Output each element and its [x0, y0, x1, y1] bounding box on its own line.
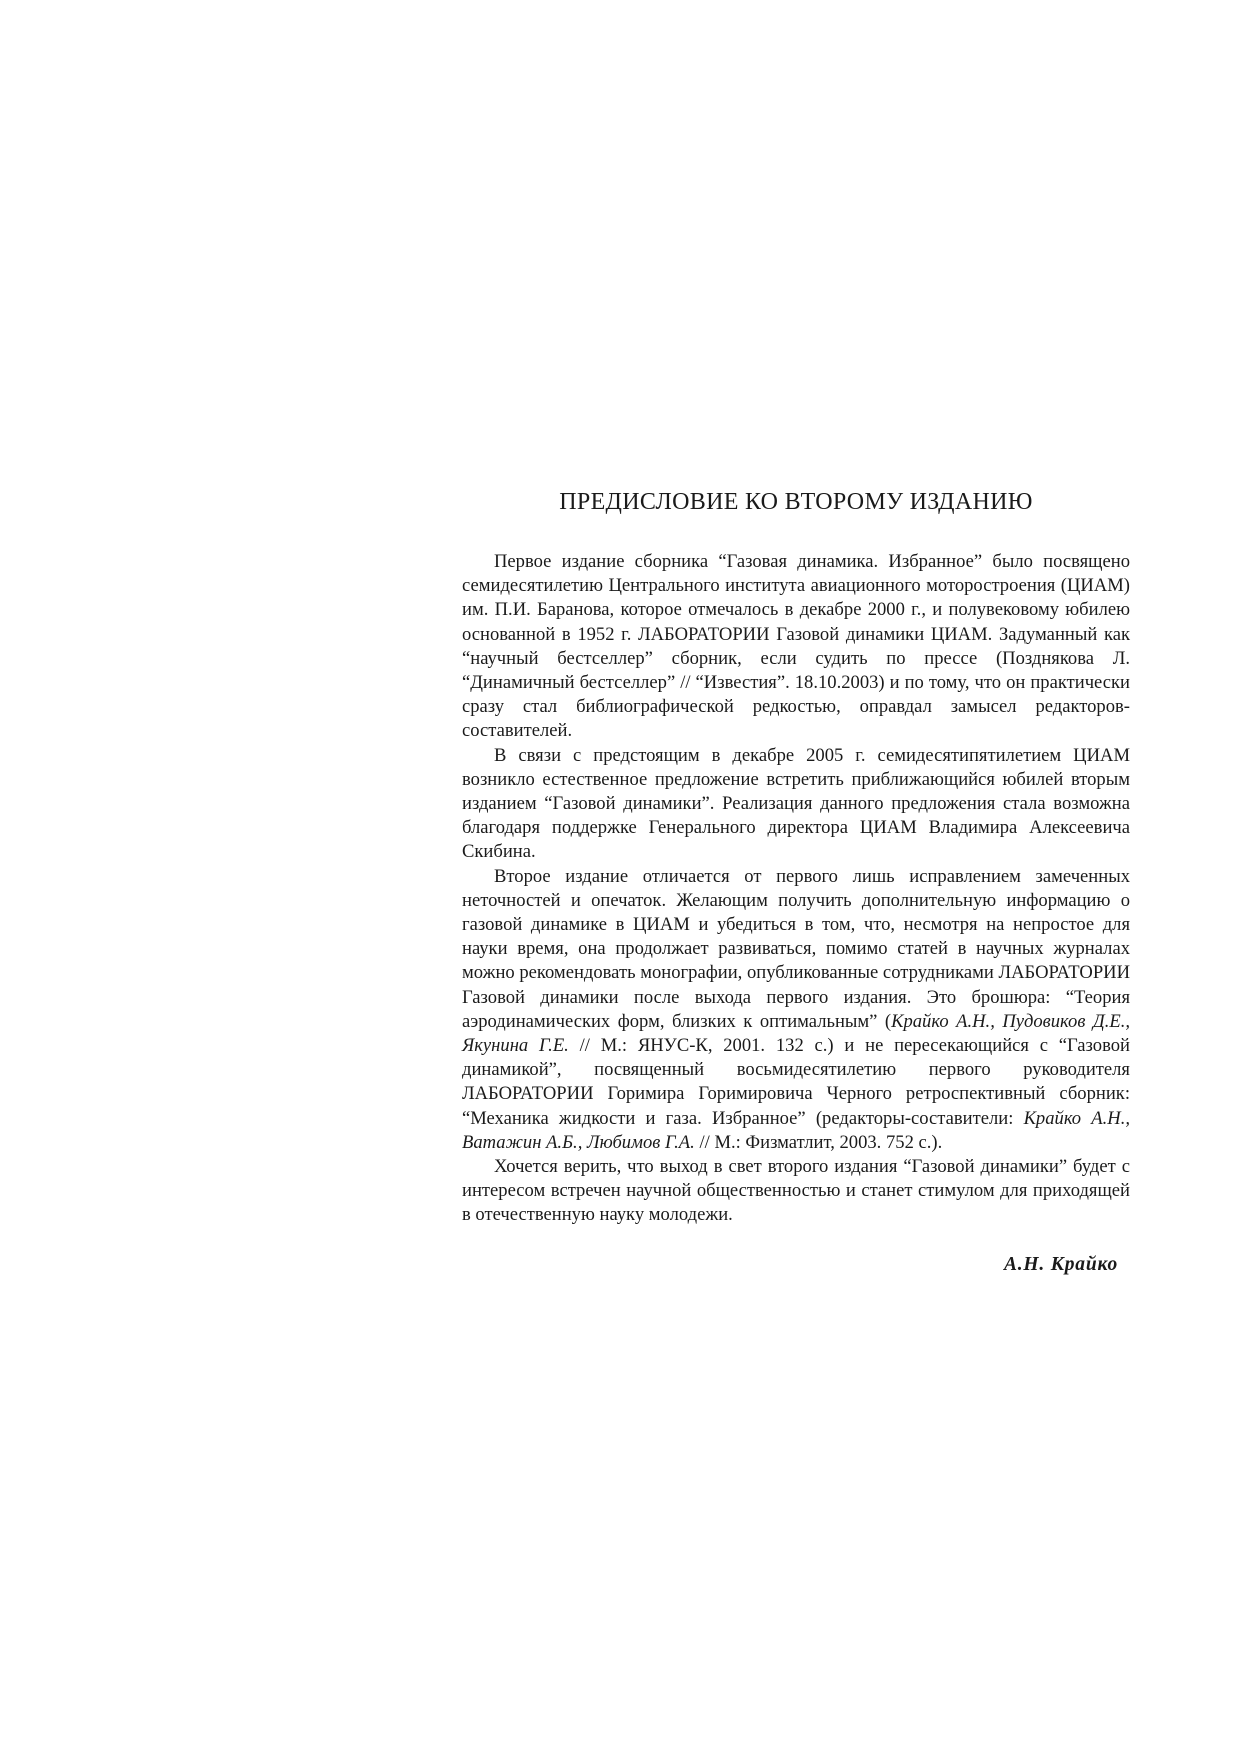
paragraph-text: // М.: ЯНУС-К, 2001. 132 с.) и не пересекающийся с “Газовой динамикой”, посвященный восьмидесятилетию первого руководителя ЛАБОРАТОРИИ Горимира Горимировича Черного ретроспективный сборник: “Механика жидкости и газа. Избранное” (редакторы-составители:: [462, 1035, 1130, 1129]
paragraph-text: // М.: Физматлит, 2003. 752 с.).: [694, 1131, 943, 1153]
paragraph-text: Хочется верить, что выход в свет второго издания “Газовой динамики” будет с интересом встречен научной общественностью и станет стимулом для приходящей в отечественную науку молодежи.: [462, 1156, 1130, 1226]
preface-section: [462, 488, 1130, 1276]
paragraph-text: В связи с предстоящим в декабре 2005 г. семидесятипятилетием ЦИАМ возникло естественное предложение встретить приближающийся юбилей вторым изданием “Газовой динамики”. Реализация данного предложения стала возможна благодаря поддержке Генерального директора ЦИАМ Владимира Алексеевича Скибина.: [462, 744, 1130, 863]
paragraph: [462, 865, 1130, 1155]
paragraph: [462, 550, 1130, 744]
paragraph-text: Первое издание сборника “Газовая динамика. Избранное” было посвящено семидесятилетию Центрального института авиационного моторостроения (ЦИАМ) им. П.И. Баранова, которое отмечалось в декабре 2000 г., и полувековому юбилею основанной в 1952 г. ЛАБОРАТОРИИ Газовой динамики ЦИАМ. Задуманный как “научный бестселлер” сборник, если судить по прессе (Позднякова Л. “Динамичный бестселлер” // “Известия”. 18.10.2003) и по тому, что он практически сразу стал библиографической редкостью, оправдал замысел редакторов-составителей.: [462, 551, 1130, 742]
paragraph: [462, 744, 1130, 865]
paragraph: [462, 1155, 1130, 1228]
author-signature: А.Н. Крайко: [1003, 1253, 1118, 1275]
paragraph-text: Второе издание отличается от первого лишь исправлением замеченных неточностей и опечаток. Желающим получить дополнительную информацию о газовой динамике в ЦИАМ и убедиться в том, что, несмотря на непростое для науки время, она продолжает развиваться, помимо статей в научных журналах можно рекомендовать монографии, опубликованные сотрудниками ЛАБОРАТОРИИ Газовой динамики после выхода первого издания. Это брошюра: “Теория аэродинамических форм, близких к оптимальным” (: [462, 865, 1131, 1032]
citation-authors: Крайко А.Н., Пудовиков Д.Е., Якунина Г.Е.: [462, 1010, 1131, 1057]
page-title: ПРЕДИСЛОВИЕ КО ВТОРОМУ ИЗДАНИЮ: [559, 489, 1033, 515]
citation-authors: Крайко А.Н., Ватажин А.Б., Любимов Г.А.: [462, 1107, 1131, 1153]
